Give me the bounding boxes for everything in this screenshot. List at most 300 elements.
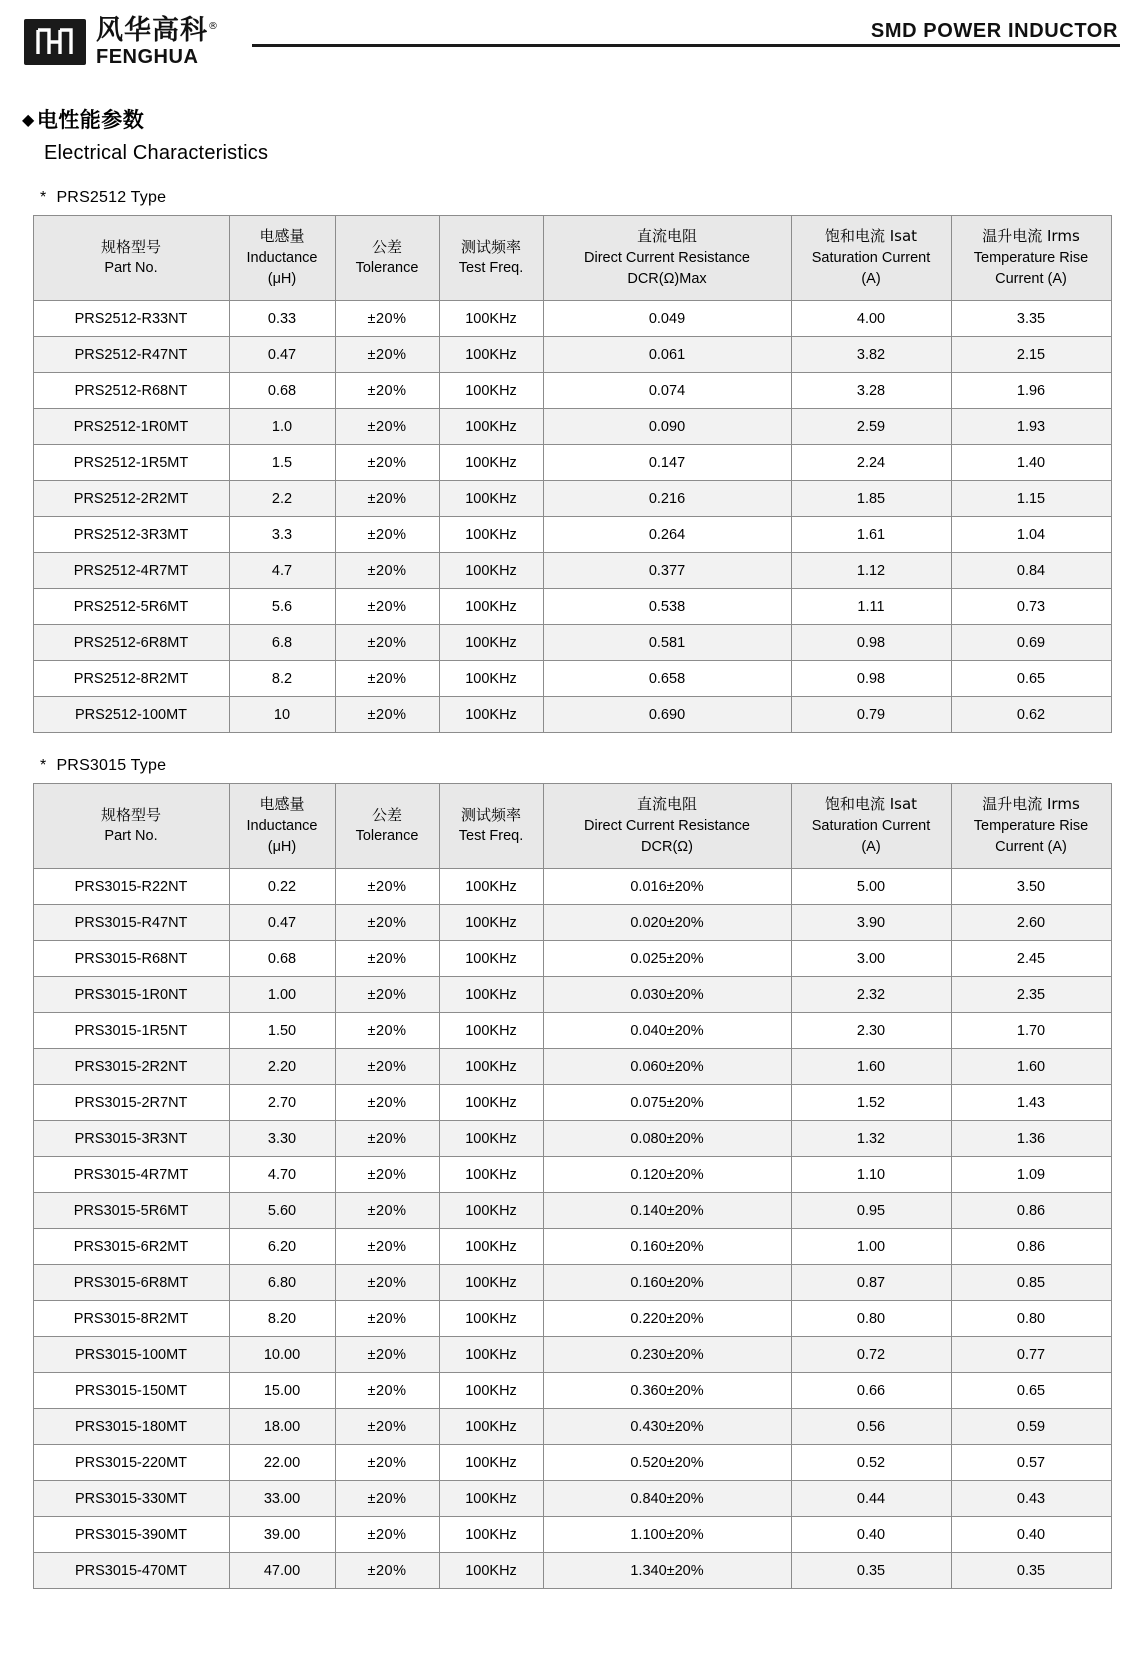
cell-isat: 2.24: [791, 445, 951, 481]
cell-tolerance: ±20%: [335, 1481, 439, 1517]
cell-part-no: PRS3015-100MT: [33, 1337, 229, 1373]
cell-tolerance: ±20%: [335, 445, 439, 481]
cell-part-no: PRS3015-3R3NT: [33, 1121, 229, 1157]
cell-part-no: PRS2512-1R0MT: [33, 409, 229, 445]
table-row: [33, 1373, 1111, 1409]
cell-irms: 0.62: [951, 697, 1111, 733]
cell-irms: 1.36: [951, 1121, 1111, 1157]
cell-dcr: 0.230±20%: [543, 1337, 791, 1373]
cell-test-freq: 100KHz: [439, 1517, 543, 1553]
table-row: [33, 1337, 1111, 1373]
cell-irms: 0.65: [951, 661, 1111, 697]
cell-irms: 0.69: [951, 625, 1111, 661]
table-row: [33, 661, 1111, 697]
header-en: Test Freq.: [458, 260, 524, 277]
table-row: [33, 589, 1111, 625]
table-row: [33, 481, 1111, 517]
cell-irms: 1.70: [951, 1013, 1111, 1049]
header-cell-part-no: [33, 216, 229, 301]
cell-inductance: 39.00: [229, 1517, 335, 1553]
cell-irms: 0.84: [951, 553, 1111, 589]
cell-dcr: 0.147: [543, 445, 791, 481]
cell-test-freq: 100KHz: [439, 301, 543, 337]
cell-tolerance: ±20%: [335, 1445, 439, 1481]
cell-test-freq: 100KHz: [439, 697, 543, 733]
cell-irms: 0.86: [951, 1229, 1111, 1265]
cell-inductance: 0.22: [229, 869, 335, 905]
cell-part-no: PRS3015-2R7NT: [33, 1085, 229, 1121]
cell-isat: 1.85: [791, 481, 951, 517]
cell-test-freq: 100KHz: [439, 409, 543, 445]
cell-tolerance: ±20%: [335, 1229, 439, 1265]
header-unit: (μH): [267, 838, 297, 855]
cell-isat: 1.00: [791, 1229, 951, 1265]
cell-tolerance: ±20%: [335, 1409, 439, 1445]
cell-part-no: PRS3015-R47NT: [33, 905, 229, 941]
header-cn: 饱和电流 Isat: [824, 227, 918, 246]
cell-tolerance: ±20%: [335, 661, 439, 697]
cell-tolerance: ±20%: [335, 589, 439, 625]
bullet-diamond-icon: ◆: [22, 110, 35, 129]
cell-isat: 1.61: [791, 517, 951, 553]
cell-tolerance: ±20%: [335, 1373, 439, 1409]
cell-part-no: PRS3015-470MT: [33, 1553, 229, 1589]
cell-part-no: PRS2512-6R8MT: [33, 625, 229, 661]
cell-dcr: 0.377: [543, 553, 791, 589]
table-row: [33, 1301, 1111, 1337]
cell-inductance: 8.2: [229, 661, 335, 697]
cell-test-freq: 100KHz: [439, 517, 543, 553]
cell-inductance: 1.5: [229, 445, 335, 481]
cell-irms: 0.80: [951, 1301, 1111, 1337]
header-cell-tolerance: [335, 216, 439, 301]
header-en: Tolerance: [355, 828, 419, 845]
brand-wordmark: [96, 17, 219, 67]
cell-isat: 1.52: [791, 1085, 951, 1121]
cell-part-no: PRS3015-180MT: [33, 1409, 229, 1445]
bullet-star-1: *: [40, 189, 47, 206]
cell-inductance: 6.80: [229, 1265, 335, 1301]
cell-part-no: PRS2512-2R2MT: [33, 481, 229, 517]
cell-tolerance: ±20%: [335, 517, 439, 553]
table-row: [33, 1481, 1111, 1517]
section-title-en: Electrical Characteristics: [44, 142, 269, 164]
cell-inductance: 5.60: [229, 1193, 335, 1229]
cell-part-no: PRS2512-R68NT: [33, 373, 229, 409]
header-en: Saturation Current: [811, 249, 931, 266]
header-unit: Current (A): [995, 838, 1067, 855]
cell-isat: 0.95: [791, 1193, 951, 1229]
brand-name-cn: 风华高科®: [96, 15, 219, 46]
cell-isat: 1.11: [791, 589, 951, 625]
cell-tolerance: ±20%: [335, 1517, 439, 1553]
cell-test-freq: 100KHz: [439, 445, 543, 481]
cell-test-freq: 100KHz: [439, 941, 543, 977]
cell-part-no: PRS3015-390MT: [33, 1517, 229, 1553]
cell-tolerance: ±20%: [335, 409, 439, 445]
cell-irms: 1.93: [951, 409, 1111, 445]
cell-inductance: 6.8: [229, 625, 335, 661]
cell-part-no: PRS3015-1R0NT: [33, 977, 229, 1013]
cell-inductance: 1.50: [229, 1013, 335, 1049]
cell-test-freq: 100KHz: [439, 553, 543, 589]
cell-test-freq: 100KHz: [439, 869, 543, 905]
table-row: [33, 373, 1111, 409]
cell-test-freq: 100KHz: [439, 1445, 543, 1481]
header-en: Temperature Rise: [973, 817, 1089, 834]
header-cn: 电感量: [259, 227, 305, 246]
header-cn: 测试频率: [460, 805, 521, 824]
cell-test-freq: 100KHz: [439, 1013, 543, 1049]
cell-inductance: 1.00: [229, 977, 335, 1013]
header-cell-irms: [951, 216, 1111, 301]
cell-irms: 1.40: [951, 445, 1111, 481]
cell-dcr: 0.520±20%: [543, 1445, 791, 1481]
table-row: [33, 1085, 1111, 1121]
cell-part-no: PRS3015-2R2NT: [33, 1049, 229, 1085]
header-cell-dcr: [543, 216, 791, 301]
cell-tolerance: ±20%: [335, 1157, 439, 1193]
cell-dcr: 0.049: [543, 301, 791, 337]
cell-test-freq: 100KHz: [439, 373, 543, 409]
header-en: Part No.: [104, 260, 158, 277]
cell-irms: 1.96: [951, 373, 1111, 409]
cell-isat: 0.80: [791, 1301, 951, 1337]
cell-isat: 1.10: [791, 1157, 951, 1193]
cell-test-freq: 100KHz: [439, 1409, 543, 1445]
cell-irms: 1.09: [951, 1157, 1111, 1193]
cell-tolerance: ±20%: [335, 1049, 439, 1085]
header-en: Inductance: [246, 817, 318, 834]
cell-irms: 2.15: [951, 337, 1111, 373]
table-row: [33, 301, 1111, 337]
cell-irms: 3.50: [951, 869, 1111, 905]
cell-tolerance: ±20%: [335, 1553, 439, 1589]
header-cell-isat: [791, 216, 951, 301]
cell-tolerance: ±20%: [335, 1337, 439, 1373]
cell-irms: 1.43: [951, 1085, 1111, 1121]
cell-dcr: 0.040±20%: [543, 1013, 791, 1049]
cell-isat: 0.98: [791, 661, 951, 697]
table-row: [33, 625, 1111, 661]
cell-dcr: 0.264: [543, 517, 791, 553]
cell-part-no: PRS3015-6R8MT: [33, 1265, 229, 1301]
cell-part-no: PRS3015-8R2MT: [33, 1301, 229, 1337]
header-cn: 电感量: [259, 795, 305, 814]
table-row: [33, 1229, 1111, 1265]
cell-isat: 3.82: [791, 337, 951, 373]
header-cell-irms: [951, 784, 1111, 869]
cell-part-no: PRS2512-4R7MT: [33, 553, 229, 589]
cell-test-freq: 100KHz: [439, 1481, 543, 1517]
header-cn: 公差: [371, 237, 402, 256]
cell-isat: 0.52: [791, 1445, 951, 1481]
cell-dcr: 0.840±20%: [543, 1481, 791, 1517]
bullet-star-2: *: [40, 757, 47, 774]
cell-dcr: 0.360±20%: [543, 1373, 791, 1409]
table-row: [33, 1445, 1111, 1481]
header-cn: 规格型号: [100, 237, 161, 256]
cell-inductance: 47.00: [229, 1553, 335, 1589]
cell-inductance: 8.20: [229, 1301, 335, 1337]
table-title-prs2512-text: PRS2512 Type: [56, 189, 167, 206]
header-en: Inductance: [246, 249, 318, 266]
cell-dcr: 0.016±20%: [543, 869, 791, 905]
cell-irms: 0.77: [951, 1337, 1111, 1373]
cell-inductance: 10.00: [229, 1337, 335, 1373]
cell-part-no: PRS2512-100MT: [33, 697, 229, 733]
cell-dcr: 0.658: [543, 661, 791, 697]
cell-test-freq: 100KHz: [439, 625, 543, 661]
cell-isat: 0.40: [791, 1517, 951, 1553]
cell-irms: 1.60: [951, 1049, 1111, 1085]
cell-part-no: PRS3015-1R5NT: [33, 1013, 229, 1049]
header-cell-isat: [791, 784, 951, 869]
cell-part-no: PRS3015-R22NT: [33, 869, 229, 905]
cell-isat: 1.60: [791, 1049, 951, 1085]
cell-inductance: 2.20: [229, 1049, 335, 1085]
cell-isat: 0.79: [791, 697, 951, 733]
cell-dcr: 0.581: [543, 625, 791, 661]
table-row: [33, 553, 1111, 589]
cell-test-freq: 100KHz: [439, 1085, 543, 1121]
header-unit: DCR(Ω): [641, 838, 693, 855]
cell-isat: 5.00: [791, 869, 951, 905]
cell-isat: 0.72: [791, 1337, 951, 1373]
cell-tolerance: ±20%: [335, 553, 439, 589]
cell-tolerance: ±20%: [335, 301, 439, 337]
cell-test-freq: 100KHz: [439, 1229, 543, 1265]
table-row: [33, 1517, 1111, 1553]
cell-dcr: 0.220±20%: [543, 1301, 791, 1337]
cell-irms: 1.04: [951, 517, 1111, 553]
header-cell-dcr: [543, 784, 791, 869]
cell-irms: 0.40: [951, 1517, 1111, 1553]
cell-test-freq: 100KHz: [439, 1301, 543, 1337]
cell-isat: 1.12: [791, 553, 951, 589]
cell-test-freq: 100KHz: [439, 1193, 543, 1229]
cell-tolerance: ±20%: [335, 1013, 439, 1049]
cell-isat: 0.44: [791, 1481, 951, 1517]
header-cn: 公差: [371, 805, 402, 824]
header-cell-inductance: [229, 216, 335, 301]
cell-part-no: PRS3015-R68NT: [33, 941, 229, 977]
table-row: [33, 1265, 1111, 1301]
cell-test-freq: 100KHz: [439, 1337, 543, 1373]
cell-inductance: 3.3: [229, 517, 335, 553]
cell-part-no: PRS2512-1R5MT: [33, 445, 229, 481]
table-title-prs2512: [40, 189, 1122, 207]
table-row: [33, 1013, 1111, 1049]
cell-tolerance: ±20%: [335, 941, 439, 977]
cell-irms: 0.57: [951, 1445, 1111, 1481]
cell-irms: 0.35: [951, 1553, 1111, 1589]
cell-dcr: 0.216: [543, 481, 791, 517]
table-header-row: [33, 216, 1111, 301]
table-row: [33, 869, 1111, 905]
header-en: Test Freq.: [458, 828, 524, 845]
cell-test-freq: 100KHz: [439, 1553, 543, 1589]
table-row: [33, 337, 1111, 373]
cell-isat: 2.59: [791, 409, 951, 445]
cell-tolerance: ±20%: [335, 625, 439, 661]
header-en: Direct Current Resistance: [584, 249, 750, 266]
cell-inductance: 6.20: [229, 1229, 335, 1265]
cell-isat: 0.56: [791, 1409, 951, 1445]
cell-dcr: 0.061: [543, 337, 791, 373]
table-row: [33, 1049, 1111, 1085]
spec-table-prs3015: [33, 783, 1112, 1589]
cell-isat: 0.66: [791, 1373, 951, 1409]
table-row: [33, 517, 1111, 553]
cell-dcr: 0.690: [543, 697, 791, 733]
cell-test-freq: 100KHz: [439, 589, 543, 625]
table-title-prs3015: [40, 757, 1122, 775]
cell-irms: 0.85: [951, 1265, 1111, 1301]
brand-name-en: FENGHUA: [96, 46, 199, 68]
cell-dcr: 0.120±20%: [543, 1157, 791, 1193]
cell-dcr: 0.160±20%: [543, 1265, 791, 1301]
cell-inductance: 33.00: [229, 1481, 335, 1517]
page-content: [0, 104, 1144, 1619]
table-row: [33, 409, 1111, 445]
cell-tolerance: ±20%: [335, 1193, 439, 1229]
cell-tolerance: ±20%: [335, 481, 439, 517]
cell-dcr: 0.030±20%: [543, 977, 791, 1013]
cell-inductance: 2.70: [229, 1085, 335, 1121]
cell-isat: 0.35: [791, 1553, 951, 1589]
cell-part-no: PRS2512-3R3MT: [33, 517, 229, 553]
cell-test-freq: 100KHz: [439, 661, 543, 697]
cell-inductance: 0.33: [229, 301, 335, 337]
cell-inductance: 10: [229, 697, 335, 733]
header-en: Part No.: [104, 828, 158, 845]
brand-logo: [24, 11, 219, 67]
cell-part-no: PRS3015-330MT: [33, 1481, 229, 1517]
cell-dcr: 0.074: [543, 373, 791, 409]
registered-mark: ®: [208, 21, 219, 32]
page-header: [0, 0, 1144, 78]
cell-isat: 4.00: [791, 301, 951, 337]
cell-tolerance: ±20%: [335, 697, 439, 733]
table-row: [33, 445, 1111, 481]
cell-inductance: 4.70: [229, 1157, 335, 1193]
cell-dcr: 0.020±20%: [543, 905, 791, 941]
cell-irms: 0.65: [951, 1373, 1111, 1409]
header-cn: 温升电流 Irms: [982, 795, 1080, 814]
table-header-row: [33, 784, 1111, 869]
header-en: Direct Current Resistance: [584, 817, 750, 834]
cell-test-freq: 100KHz: [439, 1049, 543, 1085]
cell-isat: 0.98: [791, 625, 951, 661]
document-title: SMD POWER INDUCTOR: [870, 20, 1118, 42]
section-title-cn-text: 电性能参数: [36, 108, 145, 132]
header-cn: 规格型号: [100, 805, 161, 824]
cell-inductance: 0.68: [229, 373, 335, 409]
cell-tolerance: ±20%: [335, 905, 439, 941]
header-cn: 直流电阻: [636, 795, 697, 814]
cell-dcr: 0.060±20%: [543, 1049, 791, 1085]
cell-test-freq: 100KHz: [439, 1121, 543, 1157]
header-unit: Current (A): [995, 270, 1067, 287]
cell-irms: 0.59: [951, 1409, 1111, 1445]
cell-inductance: 4.7: [229, 553, 335, 589]
cell-test-freq: 100KHz: [439, 481, 543, 517]
header-cell-tolerance: [335, 784, 439, 869]
cell-inductance: 5.6: [229, 589, 335, 625]
cell-inductance: 0.47: [229, 905, 335, 941]
spec-table-prs3015-body: [33, 869, 1111, 1589]
cell-tolerance: ±20%: [335, 869, 439, 905]
cell-isat: 3.00: [791, 941, 951, 977]
table-row: [33, 1157, 1111, 1193]
cell-tolerance: ±20%: [335, 1085, 439, 1121]
cell-isat: 2.30: [791, 1013, 951, 1049]
cell-inductance: 18.00: [229, 1409, 335, 1445]
table-row: [33, 697, 1111, 733]
table-row: [33, 1193, 1111, 1229]
cell-part-no: PRS2512-5R6MT: [33, 589, 229, 625]
cell-tolerance: ±20%: [335, 1121, 439, 1157]
cell-irms: 2.35: [951, 977, 1111, 1013]
header-en: Temperature Rise: [973, 249, 1089, 266]
cell-tolerance: ±20%: [335, 337, 439, 373]
cell-test-freq: 100KHz: [439, 1265, 543, 1301]
spec-table-prs2512: [33, 215, 1112, 733]
cell-tolerance: ±20%: [335, 977, 439, 1013]
header-divider: [252, 44, 1120, 47]
header-cn: 饱和电流 Isat: [824, 795, 918, 814]
cell-dcr: 1.340±20%: [543, 1553, 791, 1589]
cell-part-no: PRS2512-R47NT: [33, 337, 229, 373]
cell-part-no: PRS3015-150MT: [33, 1373, 229, 1409]
cell-irms: 0.43: [951, 1481, 1111, 1517]
cell-dcr: 1.100±20%: [543, 1517, 791, 1553]
cell-test-freq: 100KHz: [439, 1373, 543, 1409]
cell-inductance: 0.68: [229, 941, 335, 977]
cell-dcr: 0.090: [543, 409, 791, 445]
cell-irms: 0.86: [951, 1193, 1111, 1229]
table-row: [33, 905, 1111, 941]
table-row: [33, 1409, 1111, 1445]
cell-dcr: 0.080±20%: [543, 1121, 791, 1157]
cell-test-freq: 100KHz: [439, 905, 543, 941]
header-en: Saturation Current: [811, 817, 931, 834]
cell-test-freq: 100KHz: [439, 1157, 543, 1193]
cell-part-no: PRS3015-4R7MT: [33, 1157, 229, 1193]
cell-part-no: PRS3015-6R2MT: [33, 1229, 229, 1265]
header-cell-test-freq: [439, 784, 543, 869]
header-unit: DCR(Ω)Max: [627, 270, 707, 287]
cell-irms: 2.60: [951, 905, 1111, 941]
cell-dcr: 0.140±20%: [543, 1193, 791, 1229]
cell-isat: 1.32: [791, 1121, 951, 1157]
cell-tolerance: ±20%: [335, 1265, 439, 1301]
cell-irms: 1.15: [951, 481, 1111, 517]
cell-tolerance: ±20%: [335, 373, 439, 409]
cell-part-no: PRS3015-5R6MT: [33, 1193, 229, 1229]
cell-inductance: 15.00: [229, 1373, 335, 1409]
cell-dcr: 0.160±20%: [543, 1229, 791, 1265]
cell-inductance: 3.30: [229, 1121, 335, 1157]
cell-isat: 3.90: [791, 905, 951, 941]
cell-inductance: 2.2: [229, 481, 335, 517]
fenghua-logo-icon: [24, 19, 86, 65]
cell-test-freq: 100KHz: [439, 337, 543, 373]
cell-tolerance: ±20%: [335, 1301, 439, 1337]
cell-dcr: 0.025±20%: [543, 941, 791, 977]
cell-isat: 2.32: [791, 977, 951, 1013]
